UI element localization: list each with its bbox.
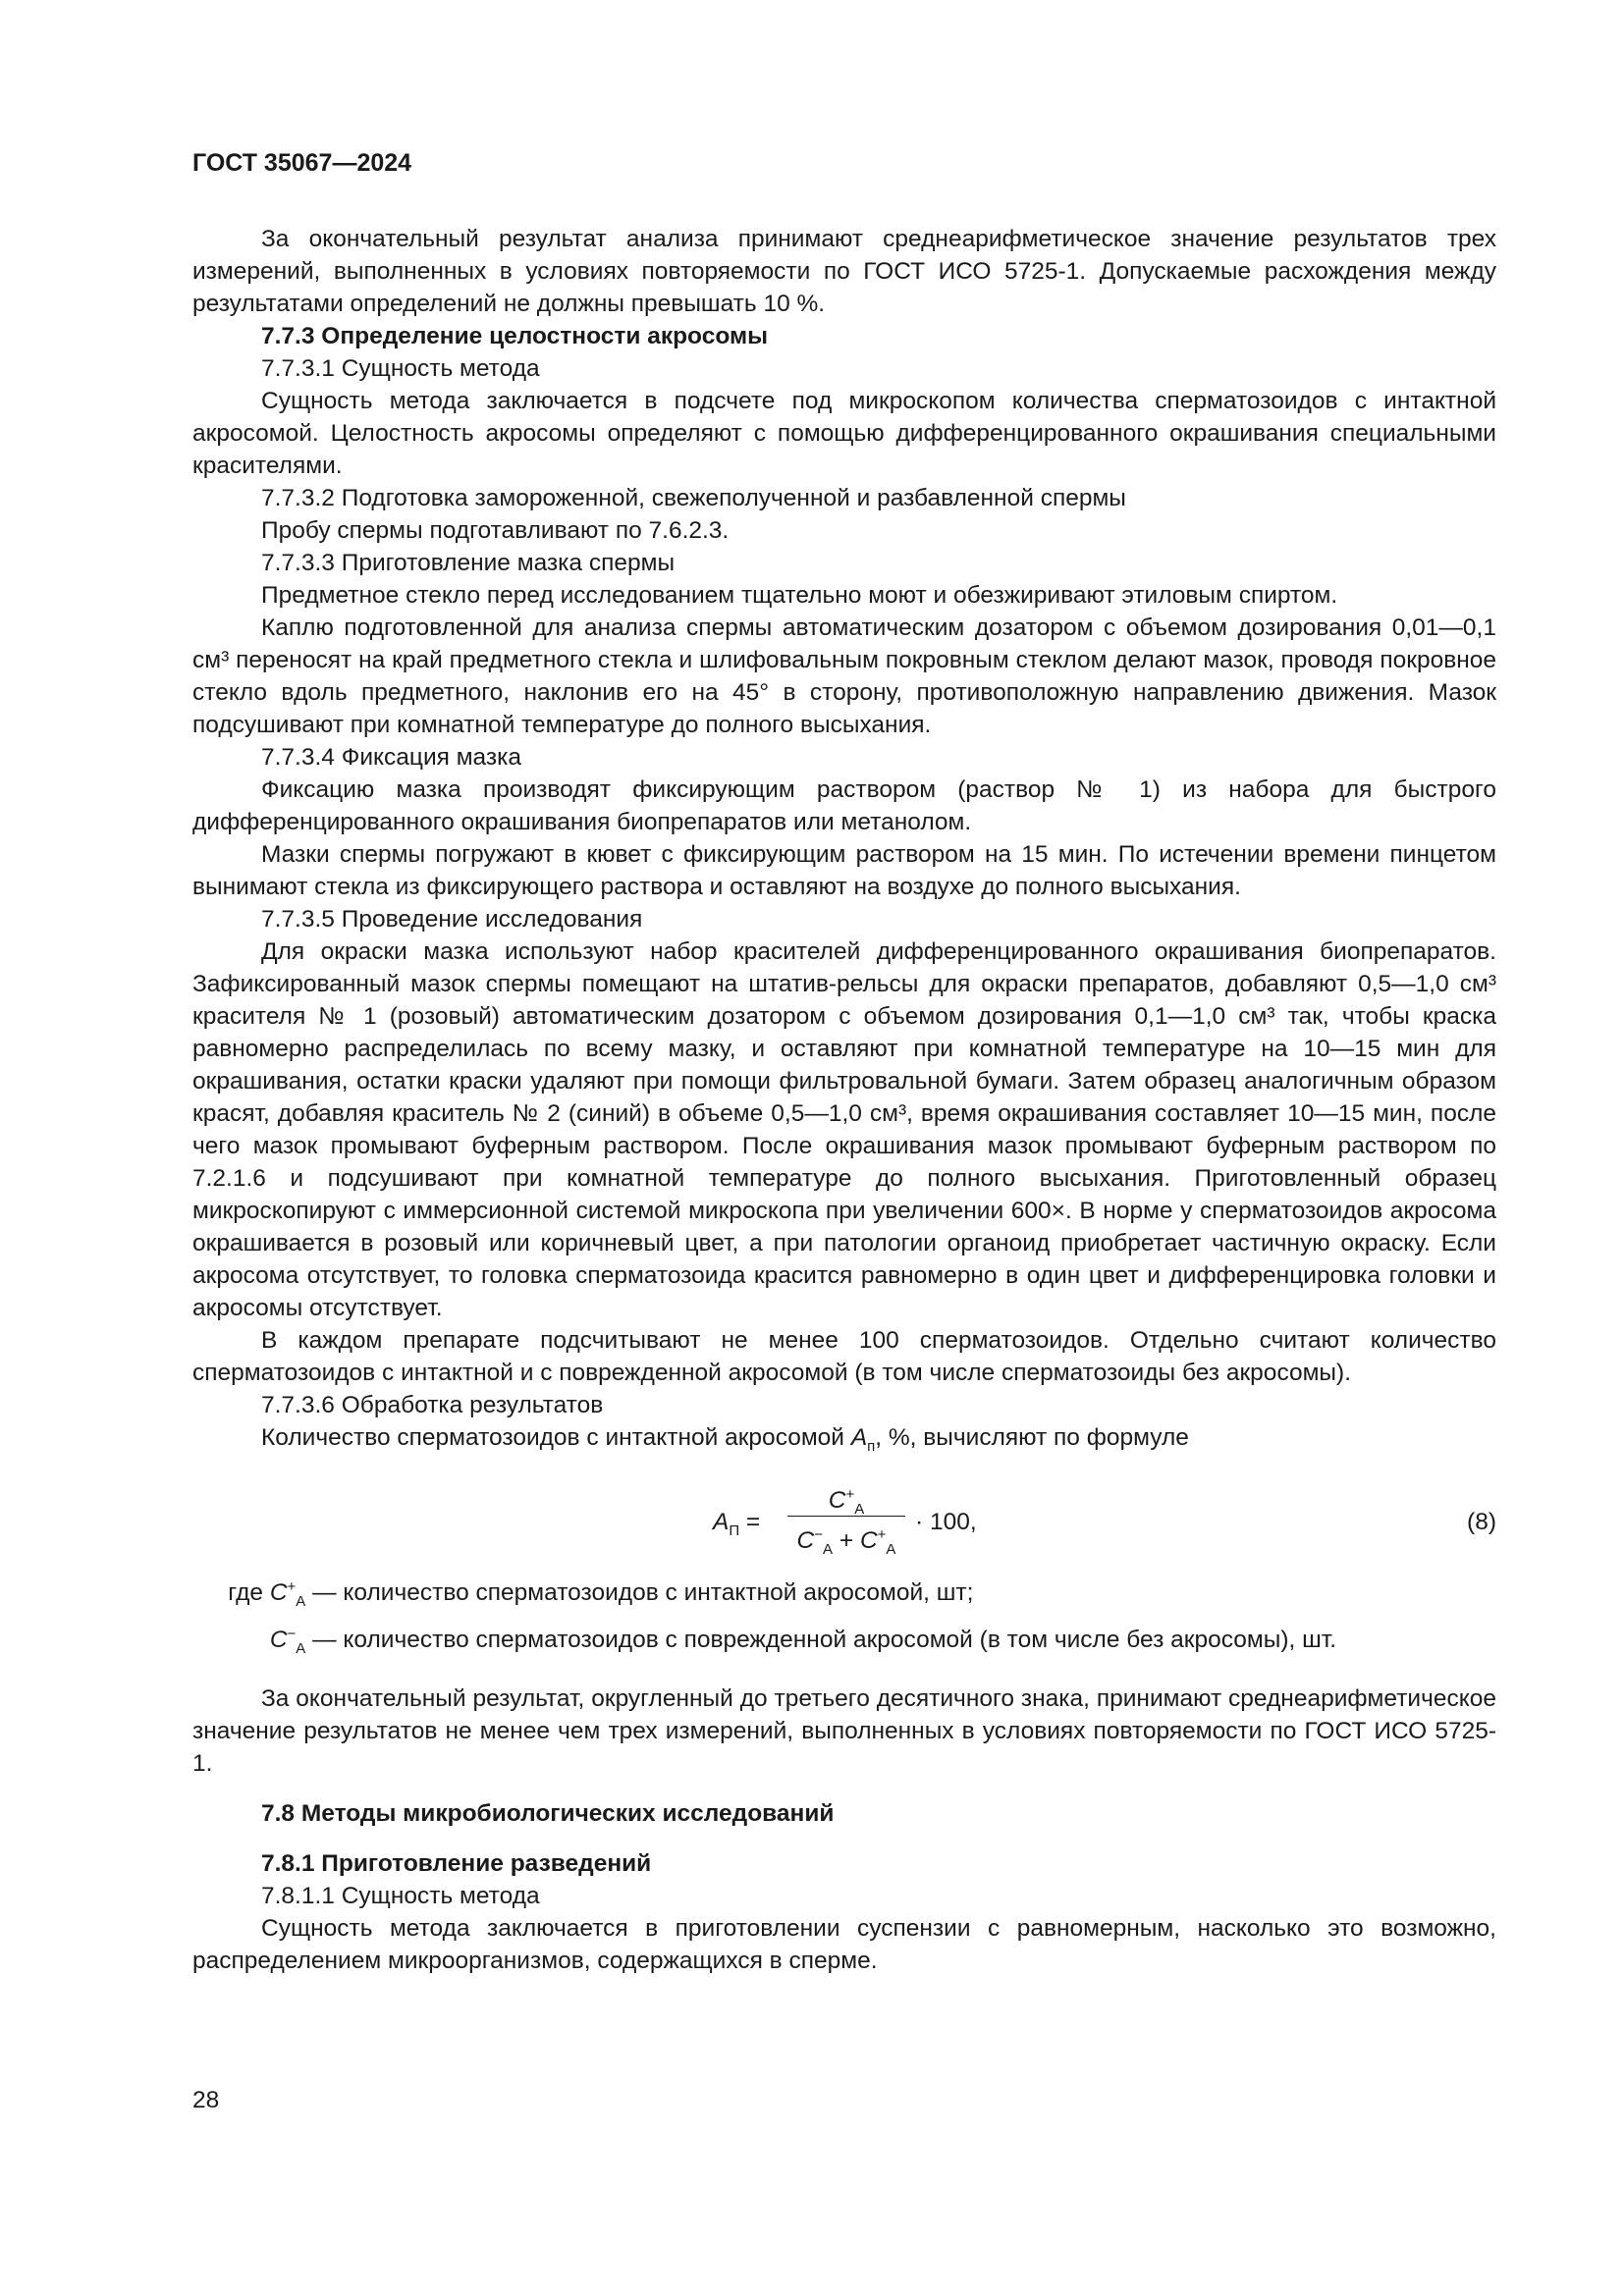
section-7-7-3 — [192, 223, 1496, 1421]
formula-definitions — [192, 1571, 1496, 1665]
paragraph: Пробу спермы подготавливают по 7.6.2.3. — [261, 517, 730, 544]
document-header: ГОСТ 35067—2024 — [192, 149, 412, 177]
paragraph: Каплю подготовленной для анализа спермы автоматическим дозатором с объемом дозирования 0,01—0,1 см³ переносят на край предметного стекла и шлифовальным покровным стеклом делают мазок, проводя покровное стекло вдоль предметного, наклонив его на 45° в сторону, противоположную направлению движения. Мазок подсушивают при комнатной температуре до полного высыхания. — [192, 614, 1496, 738]
paragraph: 7.7.3.3 Приготовление мазка спермы — [261, 550, 676, 576]
paragraph: Сущность метода заключается в приготовлении суспензии с равномерным, насколько это возможно, распределением микроорганизмов, содержащихся в сперме. — [192, 1914, 1496, 1974]
paragraph: Фиксацию мазка производят фиксирующим раствором (раствор № 1) из набора для быстрого дифференцированного окрашивания биопрепаратов или метанолом. — [192, 776, 1496, 835]
page-number: 28 — [192, 2087, 220, 2113]
formula-8: $A_П$ = $C^+_A$ $C^-_A + C^+_A$ · 100, (8) — [192, 1468, 1496, 1563]
paragraph: 7.7.3.5 Проведение исследования — [261, 906, 643, 933]
definition-row: $C^-_A$ — количество сперматозоидов с поврежденной акросомой (в том числе без акросомы), шт. — [269, 1625, 1337, 1657]
paragraph: Сущность метода заключается в подсчете под микроскопом количества сперматозоидов с интактной акросомой. Целостность акросомы определяют с помощью дифференцированного окрашивания специальными красителями. — [192, 388, 1496, 479]
definition-row: где $C^+_A$ — количество сперматозоидов с интактной акросомой, шт; — [228, 1577, 974, 1610]
document-body — [192, 223, 1496, 1977]
paragraph: 7.7.3.4 Фиксация мазка — [261, 744, 522, 771]
section-heading: 7.7.3 Определение целостности акросомы — [261, 323, 769, 349]
paragraph: За окончательный результат анализа принимают среднеарифметическое значение результатов трех измерений, выполненных в условиях повторяемости по ГОСТ ИСО 5725-1. Допускаемые расхождения между результатами определений не должны превышать 10 %. — [192, 226, 1496, 317]
paragraph: Для окраски мазка используют набор красителей дифференцированного окрашивания биопрепаратов. Зафиксированный мазок спермы помещают на штатив-рельсы для окраски препаратов, добавляют 0,5—1,0 см³ красителя № 1 (розовый) автоматическим дозатором с объемом дозирования 0,1—1,0 см³ так, чтобы краска равномерно распределилась по всему мазку, и оставляют при комнатной температуре на 10—15 мин для окрашивания, остатки краски удаляют при помощи фильтровальной бумаги. Затем образец аналогичным образом красят, добавляя краситель № 2 (синий) в объеме 0,5—1,0 см³, время окрашивания составляет 10—15 мин, после чего мазок промывают буферным раствором. После окрашивания мазок промывают буферным раствором по 7.2.1.6 и подсушивают при комнатной температуре до полного высыхания. Приготовленный образец микроскопируют с иммерсионной системой микроскопа при увеличении 600×. В норме у сперматозоидов акросома окрашивается в розовый или коричневый цвет, а при патологии органоид приобретает частичную окраску. Если акросома отсутствует, то головка сперматозоида красится равномерно в один цвет и дифференцировка головки и акросомы отсутствует. — [192, 938, 1496, 1321]
section-7-8 — [192, 1682, 1496, 1977]
paragraph: Мазки спермы погружают в кювет с фиксирующим раствором на 15 мин. По истечении времени пинцетом вынимают стекла из фиксирующего раствора и оставляют на воздухе до полного высыхания. — [192, 841, 1496, 900]
paragraph: Предметное стекло перед исследованием тщательно моют и обезжиривают этиловым спиртом. — [261, 582, 1338, 609]
paragraph: 7.8.1.1 Сущность метода — [261, 1882, 540, 1909]
formula-number: (8) — [1467, 1508, 1496, 1535]
section-heading: 7.8.1 Приготовление разведений — [261, 1849, 652, 1877]
paragraph: 7.7.3.6 Обработка результатов — [261, 1392, 604, 1418]
formula-fraction: $C^+_A$ $C^-_A + C^+_A$ — [787, 1478, 905, 1566]
paragraph: В каждом препарате подсчитывают не менее 100 сперматозоидов. Отдельно считают количество сперматозоидов с интактной и с поврежденной акросомой (в том числе сперматозоиды без акросомы). — [192, 1327, 1496, 1386]
paragraph: 7.7.3.2 Подготовка замороженной, свежеполученной и разбавленной спермы — [261, 485, 1126, 511]
formula-intro: Количество сперматозоидов с интактной акросомой $A_п$, %, вычисляют по формуле — [261, 1424, 1189, 1455]
paragraph: За окончательный результат, округленный до третьего десятичного знака, принимают среднеарифметическое значение результатов не менее чем трех измерений, выполненных в условиях повторяемости по ГОСТ ИСО 5725-1. — [192, 1684, 1496, 1777]
paragraph: 7.7.3.1 Сущность метода — [261, 355, 540, 382]
section-heading: 7.8 Методы микробиологических исследований — [261, 1799, 835, 1827]
